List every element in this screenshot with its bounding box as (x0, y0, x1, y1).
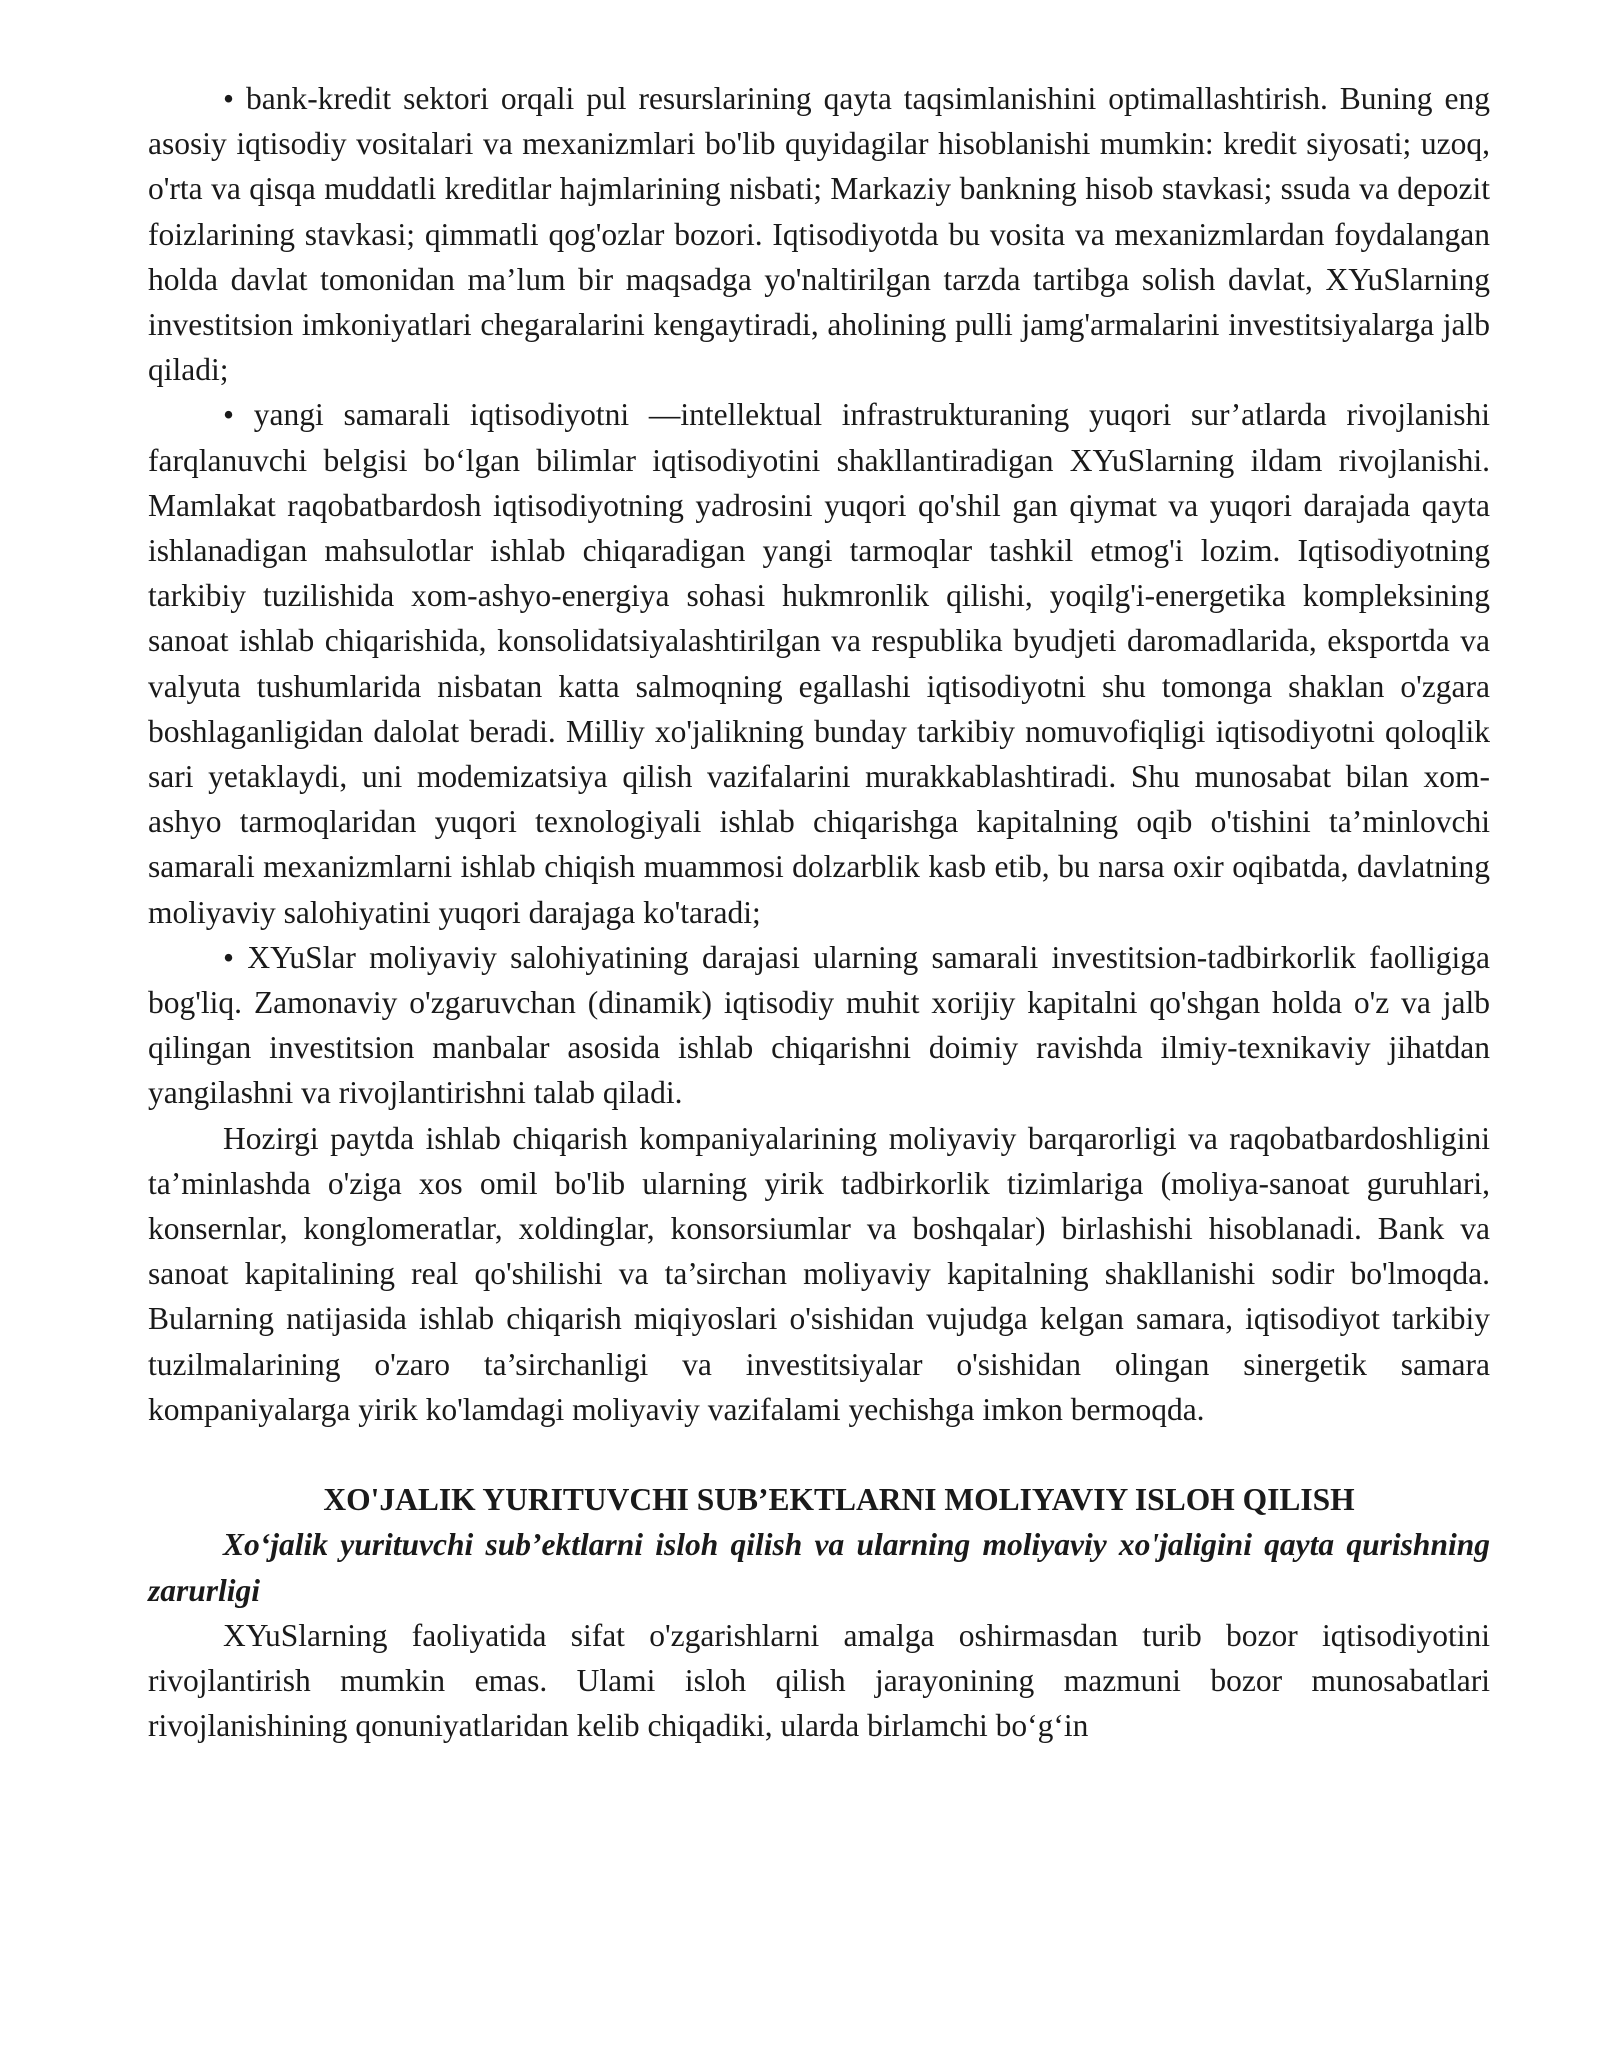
paragraph-new-economy: • yangi samarali iqtisodiyotni —intellektual infrastrukturaning yuqori sur’atlarda rivojlanishi farqlanuvchi belgisi bo‘lgan bilimlar iqtisodiyotini shakllantiradigan XYuSlarning ildam rivojlanishi. Mamlakat raqobatbardosh iqtisodiyotning yadrosini yuqori qo'shil gan qiymat va yuqori darajada qayta ishlanadigan mahsulotlar ishlab chiqaradigan yangi tarmoqlar tashkil etmog'i lozim. Iqtisodiyotning tarkibiy tuzilishida xom-ashyo-energiya sohasi hukmronlik qilishi, yoqilg'i-energetika kompleksining sanoat ishlab chiqarishida, konsolidatsiyalashtirilgan va respublika byudjeti daromadlarida, eksportda va valyuta tushumlarida nisbatan katta salmoqning egallashi iqtisodiyotni shu tomonga shaklan o'zgara boshlaganligidan dalolat beradi. Milliy xo'jalikning bunday tarkibiy nomuvofiqligi iqtisodiyotni qoloqlik sari yetaklaydi, uni modemizatsiya qilish vazifalarini murakkablashtiradi. Shu munosabat bilan xom-ashyo tarmoqlaridan yuqori texnologiyali ishlab chiqarishga kapitalning oqib o'tishini ta’minlovchi samarali mexanizmlarni ishlab chiqish muammosi dolzarblik kasb etib, bu narsa oxir oqibatda, davlatning moliyaviy salohiyatini yuqori darajaga ko'taradi; (148, 397, 1490, 930)
paragraph-bank-credit: • bank-kredit sektori orqali pul resurslarining qayta taqsimlanishini optimallashtirish. Buning eng asosiy iqtisodiy vositalari va mexanizmlari bo'lib quyidagilar hisoblanishi mumkin: kredit siyosati; uzoq, o'rta va qisqa muddatli kreditlar hajmlarining nisbati; Markaziy bankning hisob stavkasi; ssuda va depozit foizlarining stavkasi; qimmatli qog'ozlar bozori. Iqtisodiyotda bu vosita va mexanizmlardan foydalangan holda davlat tomonidan ma’lum bir maqsadga yo'naltirilgan tarzda tartibga solish davlat, XYuSlarning investitsion imkoniyatlari chegaralarini kengaytiradi, aholining pulli jamg'armalarini investitsiyalarga jalb qiladi; (148, 81, 1490, 388)
document-page (148, 76, 1490, 1748)
paragraph-current-period: Hozirgi paytda ishlab chiqarish kompaniyalarining moliyaviy barqarorligi va raqobatbardoshligini ta’minlashda o'ziga xos omil bo'lib ularning yirik tadbirkorlik tizimlariga (moliya-sanoat guruhlari, konsernlar, konglomeratlar, xoldinglar, konsorsiumlar va boshqalar) birlashishi hisoblanadi. Bank va sanoat kapitalining real qo'shilishi va ta’sirchan moliyaviy kapitalning shakllanishi sodir bo'lmoqda. Bularning natijasida ishlab chiqarish miqiyoslari o'sishidan vujudga kelgan samara, iqtisodiyot tarkibiy tuzilmalarining o'zaro ta’sirchanligi va investitsiyalar o'sishidan olingan sinergetik samara kompaniyalarga yirik ko'lamdagi moliyaviy vazifalami yechishga imkon bermoqda. (148, 1120, 1490, 1427)
section-heading: XO'JALIK YURITUVCHI SUB’EKTLARNI MOLIYAVIY ISLOH QILISH (323, 1482, 1355, 1518)
section-spacer (148, 1432, 1490, 1477)
paragraph-financial-potential: • XYuSlar moliyaviy salohiyatining darajasi ularning samarali investitsion-tadbirkorlik faolligiga bog'liq. Zamonaviy o'zgaruvchan (dinamik) iqtisodiy muhit xorijiy kapitalni qo'shgan holda o'z va jalb qilingan investitsion manbalar asosida ishlab chiqarishni doimiy ravishda ilmiy-texnikaviy jihatdan yangilashni va rivojlantirishni talab qiladi. (148, 939, 1490, 1111)
section-subheading: Xo‘jalik yurituvchi sub’ektlarni isloh qilish va ularning moliyaviy xo'jaligini qayta qurishning zarurligi (148, 1527, 1490, 1608)
section-paragraph: XYuSlarning faoliyatida sifat o'zgarishlarni amalga oshirmasdan turib bozor iqtisodiyotini rivojlantirish mumkin emas. Ulami isloh qilish jarayonining mazmuni bozor munosabatlari rivojlanishining qonuniyatlaridan kelib chiqadiki, ularda birlamchi bo‘g‘in (148, 1617, 1490, 1744)
